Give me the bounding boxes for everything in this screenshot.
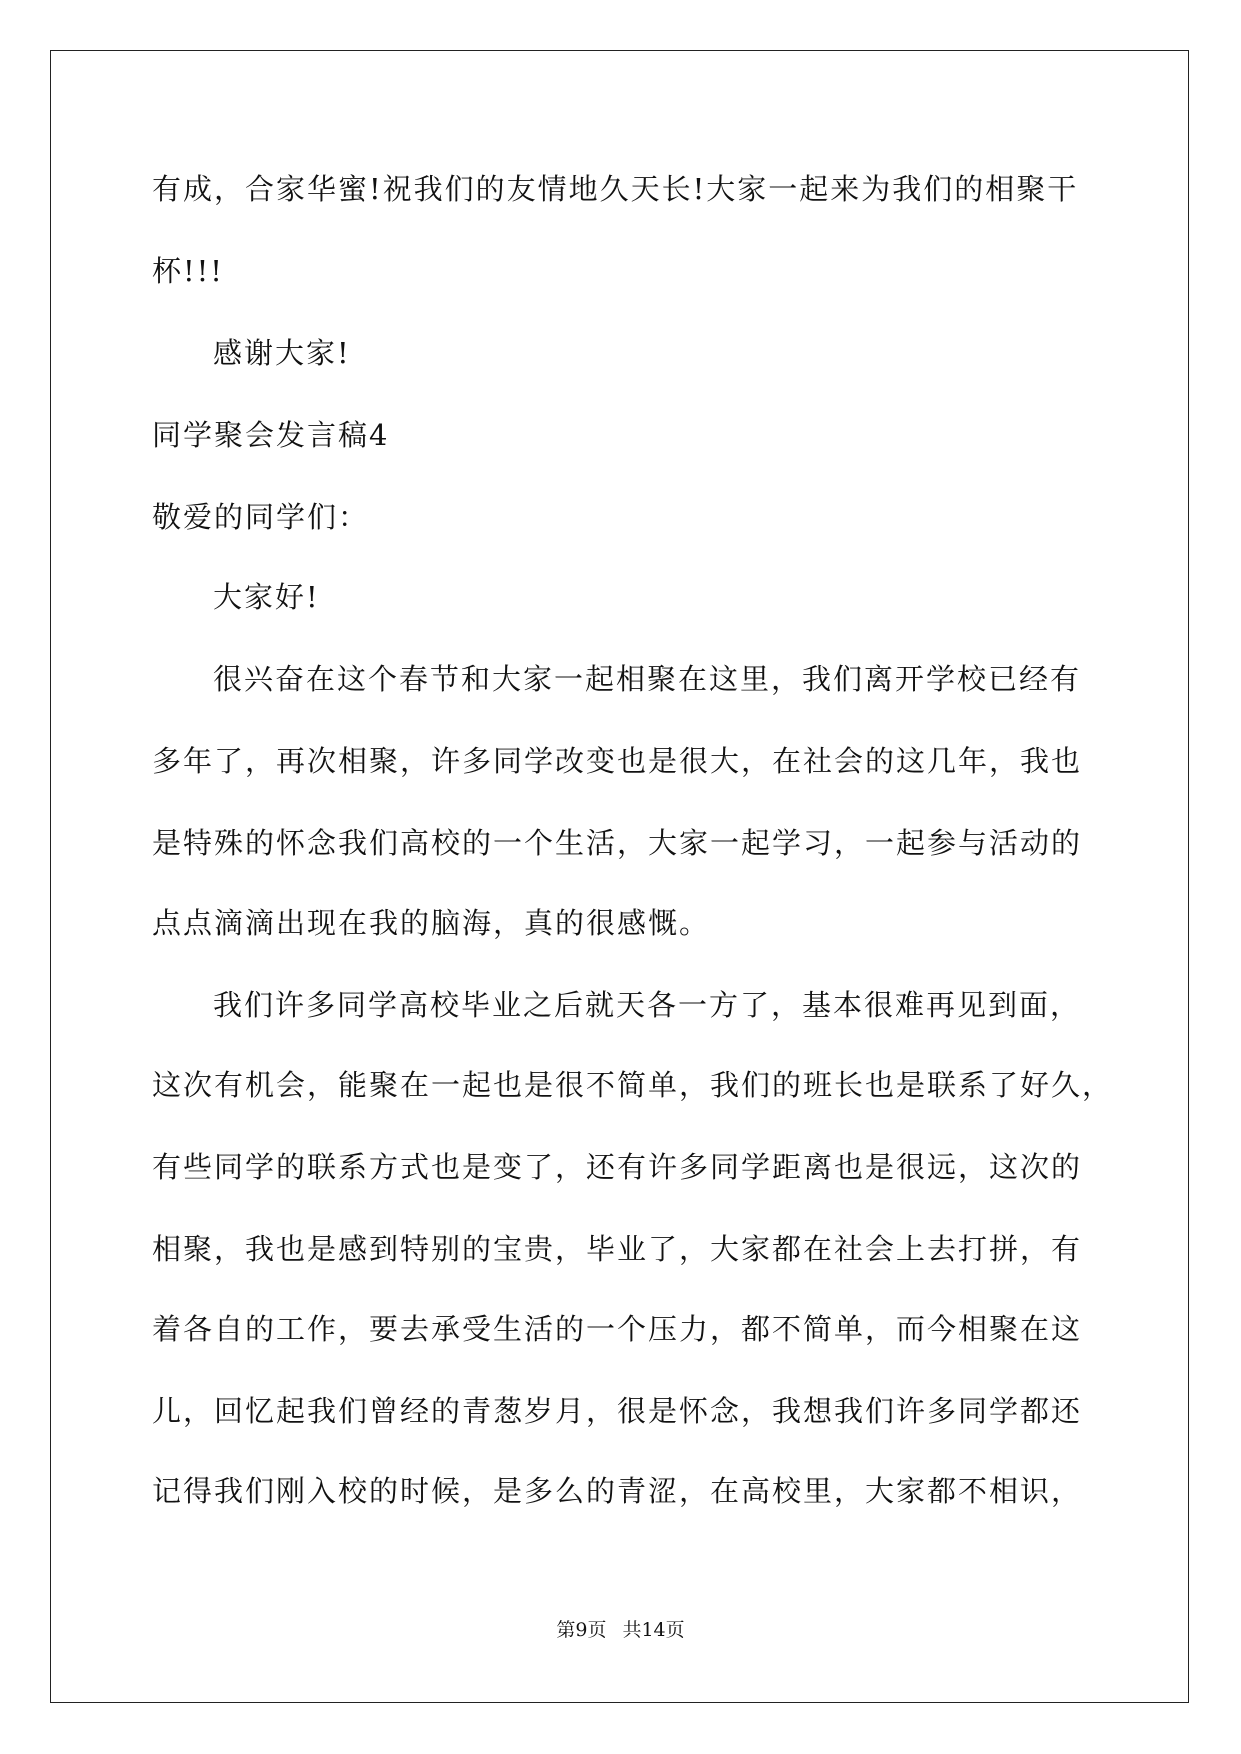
body-line: 我们许多同学高校毕业之后就天各一方了，基本很难再见到面， bbox=[213, 988, 1082, 1022]
body-line: 很兴奋在这个春节和大家一起相聚在这里，我们离开学校已经有 bbox=[213, 662, 1082, 696]
body-line: 点点滴滴出现在我的脑海，真的很感慨。 bbox=[152, 906, 711, 940]
body-line: 着各自的工作，要去承受生活的一个压力，都不简单，而今相聚在这 bbox=[152, 1312, 1083, 1346]
page-footer bbox=[0, 1618, 1241, 1642]
body-line: 多年了，再次相聚，许多同学改变也是很大，在社会的这几年，我也 bbox=[152, 744, 1083, 778]
page-total: 共14页 bbox=[622, 1619, 685, 1641]
body-line: 杯!!! bbox=[152, 254, 224, 288]
page-border bbox=[50, 50, 1189, 1703]
body-line: 儿，回忆起我们曾经的青葱岁月，很是怀念，我想我们许多同学都还 bbox=[152, 1394, 1083, 1428]
body-line: 相聚，我也是感到特别的宝贵，毕业了，大家都在社会上去打拼，有 bbox=[152, 1232, 1083, 1266]
salutation: 敬爱的同学们： bbox=[152, 500, 370, 534]
body-line: 有些同学的联系方式也是变了，还有许多同学距离也是很远，这次的 bbox=[152, 1150, 1083, 1184]
body-line: 记得我们刚入校的时候，是多么的青涩，在高校里，大家都不相识， bbox=[152, 1474, 1083, 1508]
section-heading: 同学聚会发言稿4 bbox=[152, 418, 390, 452]
body-line: 感谢大家! bbox=[213, 336, 351, 370]
body-line: 这次有机会，能聚在一起也是很不简单，我们的班长也是联系了好久， bbox=[152, 1068, 1114, 1102]
page-number: 第9页 bbox=[556, 1619, 607, 1641]
body-line: 是特殊的怀念我们高校的一个生活，大家一起学习，一起参与活动的 bbox=[152, 826, 1083, 860]
body-line: 大家好! bbox=[213, 580, 320, 614]
body-line: 有成，合家华蜜!祝我们的友情地久天长!大家一起来为我们的相聚干 bbox=[152, 172, 1079, 206]
